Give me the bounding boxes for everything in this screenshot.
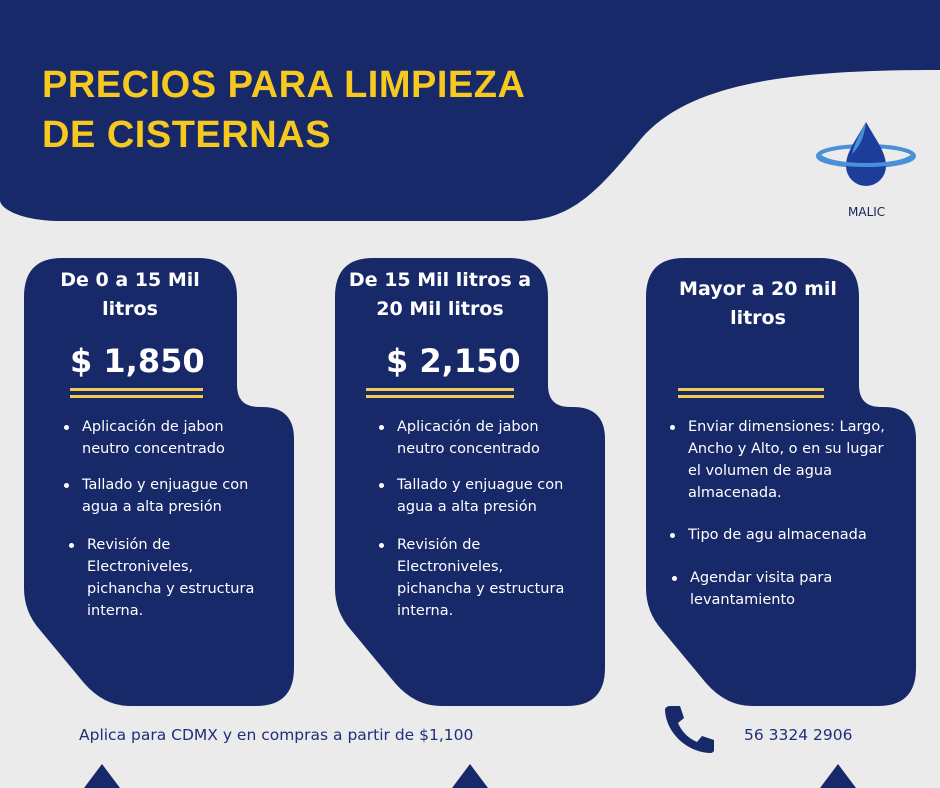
card-title: Mayor a 20 mil litros [679,278,837,329]
feature-item: Enviar dimensiones: Largo, Ancho y Alto, o en su lugar el volumen de agua almacenada. [670,416,892,504]
divider-line [366,395,514,398]
water-drop-icon [812,118,920,192]
decor-triangle-2 [452,764,488,788]
logo-text: MALIC [848,205,886,219]
divider-line [678,395,824,398]
feature-item: Agendar visita para levantamiento [672,567,892,611]
card-price: $ 1,850 [70,342,205,380]
feature-list [379,416,579,622]
feature-item: Tallado y enjuague con agua a alta presión [64,474,264,518]
divider-line [70,388,203,391]
feature-item: Aplicación de jabon neutro concentrado [64,416,264,460]
card-title: De 0 a 15 Mil litros [60,269,200,320]
feature-item: Tallado y enjuague con agua a alta presión [379,474,579,518]
decor-triangle-3 [820,764,856,788]
feature-item: Revisión de Electroniveles, pichancha y estructura interna. [69,534,264,622]
feature-item: Tipo de agu almacenada [670,524,892,546]
card-price: $ 2,150 [386,342,521,380]
feature-item: Revisión de Electroniveles, pichancha y estructura interna. [379,534,579,622]
divider-line [678,388,824,391]
title-line-1: PRECIOS PARA LIMPIEZA [42,64,526,106]
divider-line [366,388,514,391]
card-title: De 15 Mil litros a 20 Mil litros [348,269,532,320]
title-line-2: DE CISTERNAS [42,114,331,156]
feature-list [670,416,892,611]
feature-item: Aplicación de jabon neutro concentrado [379,416,579,460]
feature-list [64,416,264,622]
phone-icon[interactable] [660,702,716,754]
decor-triangle-1 [84,764,120,788]
divider-line [70,395,203,398]
phone-number[interactable]: 56 3324 2906 [744,726,853,744]
page-title [42,60,525,160]
footer-note: Aplica para CDMX y en compras a partir de $1,100 [79,726,474,744]
